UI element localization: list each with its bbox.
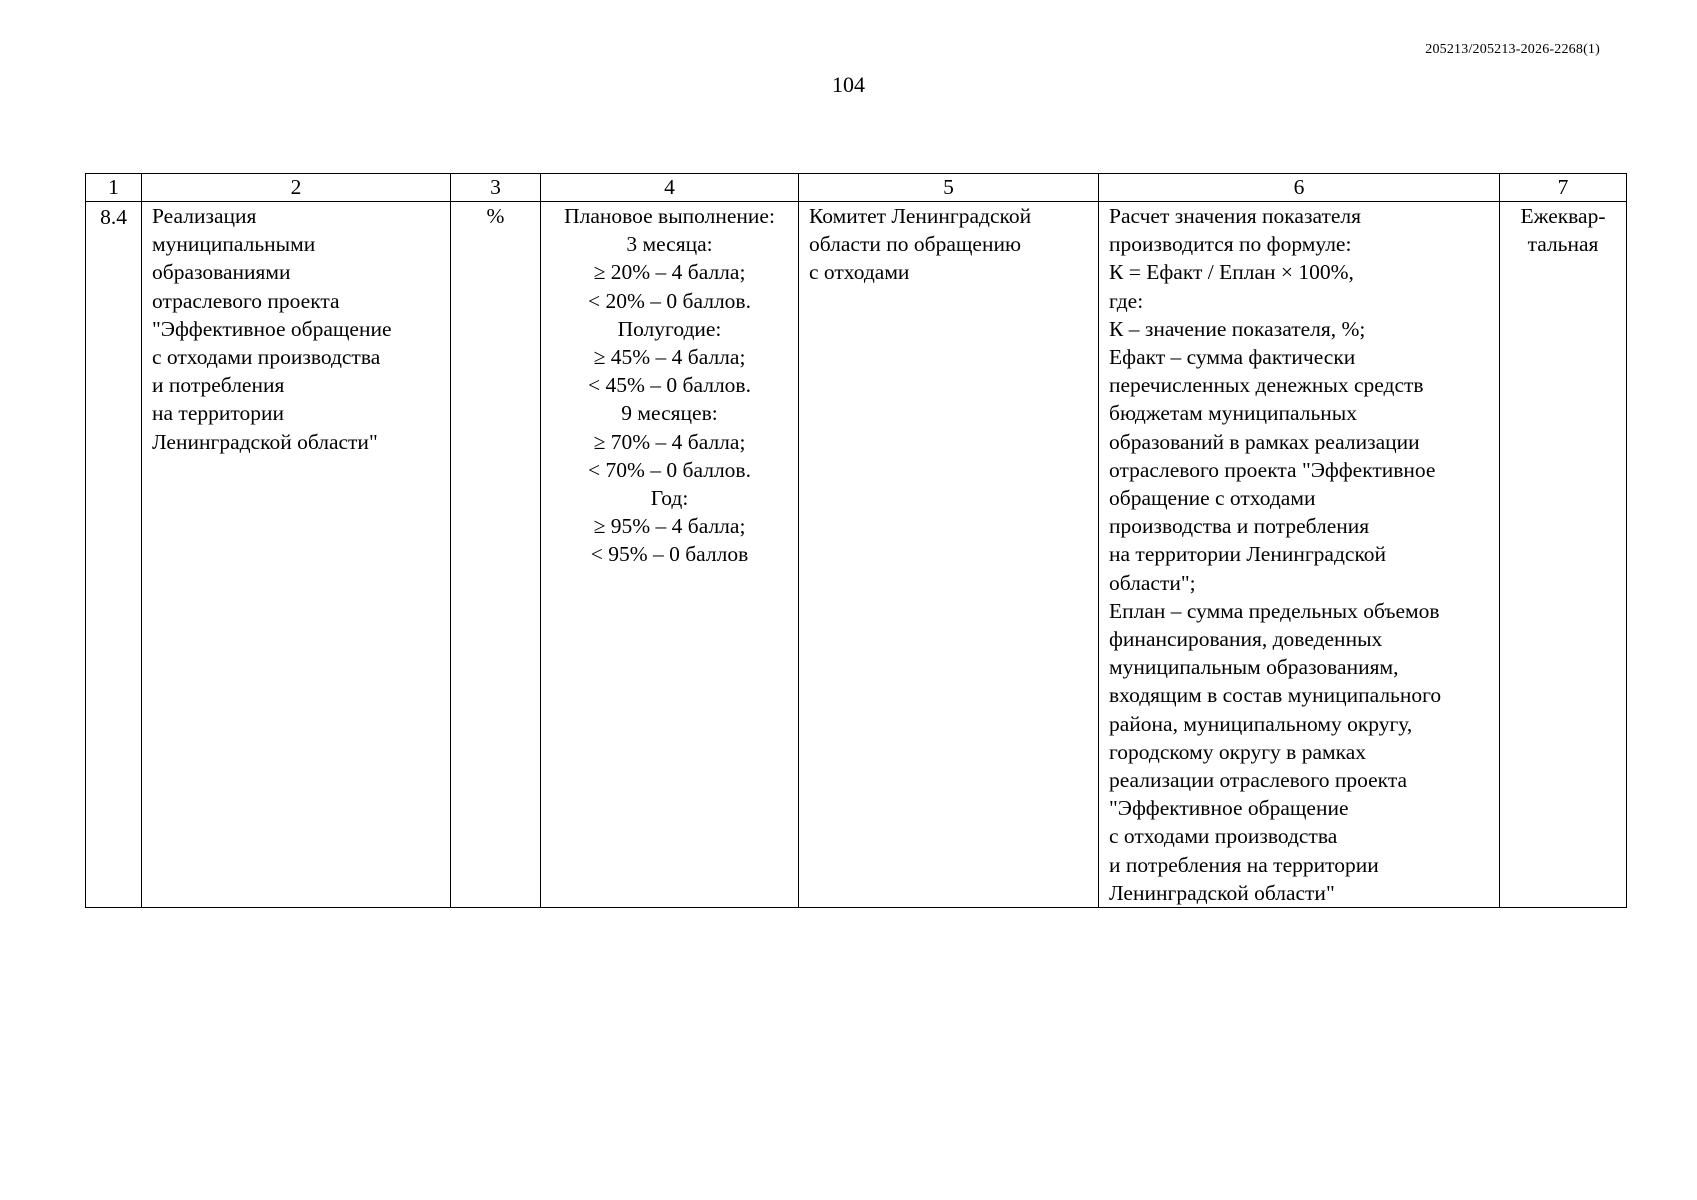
- text-line: Полугодие:: [617, 316, 722, 341]
- indicator-table: [85, 173, 1627, 908]
- text-line: Расчет значения показателя: [1109, 204, 1362, 228]
- text-line: Ленинградской области": [1109, 880, 1335, 905]
- text-line: К = Ефакт / Еплан × 100%,: [1109, 260, 1354, 285]
- text-line: < 45% – 0 баллов.: [588, 373, 751, 398]
- text-line: образованиями: [152, 260, 291, 285]
- text-line: района, муниципальному округу,: [1109, 711, 1413, 736]
- text-line: перечисленных денежных средств: [1109, 373, 1424, 398]
- row-number: 8.4: [86, 202, 142, 908]
- text-line: < 95% – 0 баллов: [590, 542, 749, 567]
- text-line: на территории Ленинградской: [1109, 542, 1387, 567]
- text-line: входящим в состав муниципального: [1109, 683, 1442, 708]
- frequency-cell: [1500, 202, 1627, 908]
- text-line: "Эффективное обращение: [152, 316, 392, 341]
- column-header-1: 1: [86, 174, 142, 202]
- text-line: Еплан – сумма предельных объемов: [1109, 598, 1440, 623]
- text-line: Ленинградской области": [152, 429, 378, 454]
- table-header-row: [86, 174, 1627, 202]
- text-line: с отходами производства: [1109, 824, 1338, 849]
- column-header-6: 6: [1099, 174, 1500, 202]
- text-line: производится по формуле:: [1109, 232, 1352, 257]
- column-header-2: 2: [142, 174, 451, 202]
- text-line: Год:: [650, 486, 689, 511]
- text-line: области";: [1109, 570, 1196, 595]
- text-line: муниципальным образованиям,: [1109, 655, 1399, 680]
- text-line: с отходами производства: [152, 345, 381, 370]
- text-line: на территории: [152, 401, 284, 426]
- text-line: "Эффективное обращение: [1109, 796, 1349, 821]
- text-line: отраслевого проекта "Эффективное: [1109, 457, 1436, 482]
- text-line: Ефакт – сумма фактически: [1109, 345, 1356, 370]
- text-line: ≥ 20% – 4 балла;: [593, 260, 746, 285]
- text-line: 3 месяца:: [626, 232, 713, 257]
- page-number: 104: [832, 72, 865, 97]
- text-line: производства и потребления: [1109, 514, 1370, 539]
- text-line: 9 месяцев:: [621, 401, 718, 426]
- text-line: где:: [1109, 288, 1144, 313]
- responsible-cell: [799, 202, 1099, 908]
- text-line: ≥ 45% – 4 балла;: [593, 345, 746, 370]
- column-header-4: 4: [541, 174, 799, 202]
- text-line: области по обращению: [809, 232, 1022, 257]
- text-line: образований в рамках реализации: [1109, 429, 1420, 454]
- text-line: < 70% – 0 баллов.: [588, 457, 751, 482]
- text-line: Плановое выполнение:: [564, 204, 775, 228]
- indicator-name-cell: [142, 202, 451, 908]
- document-id: 205213/205213-2026-2268(1): [1425, 42, 1600, 57]
- text-line: ≥ 95% – 4 балла;: [593, 514, 746, 539]
- text-line: с отходами: [809, 260, 910, 285]
- text-line: Реализация: [152, 204, 257, 228]
- text-line: финансирования, доведенных: [1109, 627, 1383, 652]
- text-line: тальная: [1527, 232, 1599, 257]
- criteria-cell: [541, 202, 799, 908]
- column-header-5: 5: [799, 174, 1099, 202]
- column-header-3: 3: [451, 174, 541, 202]
- text-line: < 20% – 0 баллов.: [588, 288, 751, 313]
- column-header-7: 7: [1500, 174, 1627, 202]
- text-line: обращение с отходами: [1109, 486, 1316, 511]
- text-line: отраслевого проекта: [152, 288, 340, 313]
- text-line: и потребления: [152, 373, 285, 398]
- formula-cell: [1099, 202, 1500, 908]
- text-line: реализации отраслевого проекта: [1109, 768, 1408, 793]
- text-line: ≥ 70% – 4 балла;: [593, 429, 746, 454]
- text-line: городскому округу в рамках: [1109, 739, 1367, 764]
- text-line: муниципальными: [152, 232, 316, 257]
- unit-cell: %: [451, 202, 541, 908]
- text-line: и потребления на территории: [1109, 852, 1379, 877]
- text-line: К – значение показателя, %;: [1109, 316, 1366, 341]
- text-line: Комитет Ленинградской: [809, 204, 1032, 228]
- text-line: Ежеквар-: [1520, 204, 1606, 228]
- table-row: [86, 202, 1627, 908]
- text-line: бюджетам муниципальных: [1109, 401, 1357, 426]
